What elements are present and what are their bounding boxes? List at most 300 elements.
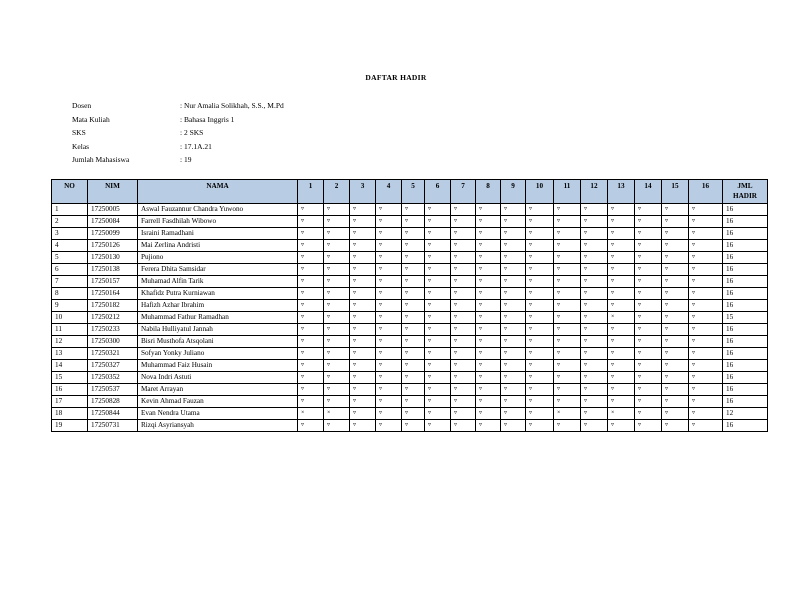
check-triangle-icon: ▿ xyxy=(529,362,533,368)
check-triangle-icon: ▿ xyxy=(529,410,533,416)
check-triangle-icon: ▿ xyxy=(611,422,615,428)
present-mark-icon xyxy=(608,204,635,216)
absent-mark-icon xyxy=(608,408,635,420)
check-triangle-icon: ▿ xyxy=(301,206,305,212)
check-triangle-icon: ▿ xyxy=(454,314,458,320)
check-triangle-icon: ▿ xyxy=(353,278,357,284)
check-triangle-icon: ▿ xyxy=(529,350,533,356)
present-mark-icon xyxy=(608,216,635,228)
cell-nama: Khafidz Putra Kurniawan xyxy=(138,288,298,300)
present-mark-icon xyxy=(425,300,451,312)
present-mark-icon xyxy=(476,276,501,288)
check-triangle-icon: ▿ xyxy=(428,242,432,248)
present-mark-icon xyxy=(608,360,635,372)
document-title: DAFTAR HADIR xyxy=(365,73,427,82)
check-triangle-icon: ▿ xyxy=(665,266,669,272)
check-triangle-icon: ▿ xyxy=(692,338,696,344)
present-mark-icon xyxy=(635,360,662,372)
present-mark-icon xyxy=(635,336,662,348)
table-row xyxy=(52,420,768,432)
check-triangle-icon: ▿ xyxy=(611,326,615,332)
present-mark-icon xyxy=(662,300,689,312)
present-mark-icon xyxy=(476,420,501,432)
cell-jml-hadir: 16 xyxy=(723,228,768,240)
check-triangle-icon: ▿ xyxy=(428,266,432,272)
cross-icon: × xyxy=(327,410,331,416)
present-mark-icon xyxy=(298,324,324,336)
check-triangle-icon: ▿ xyxy=(479,206,483,212)
present-mark-icon xyxy=(689,252,723,264)
check-triangle-icon: ▿ xyxy=(353,266,357,272)
present-mark-icon xyxy=(298,288,324,300)
present-mark-icon xyxy=(298,300,324,312)
present-mark-icon xyxy=(689,288,723,300)
present-mark-icon xyxy=(608,420,635,432)
check-triangle-icon: ▿ xyxy=(692,230,696,236)
present-mark-icon xyxy=(425,288,451,300)
present-mark-icon xyxy=(425,384,451,396)
present-mark-icon xyxy=(298,216,324,228)
check-triangle-icon: ▿ xyxy=(405,386,409,392)
cell-no: 14 xyxy=(52,360,88,372)
present-mark-icon xyxy=(526,252,554,264)
table-row xyxy=(52,276,768,288)
present-mark-icon xyxy=(689,420,723,432)
present-mark-icon xyxy=(501,324,526,336)
header-session-13: 13 xyxy=(608,180,635,204)
check-triangle-icon: ▿ xyxy=(405,410,409,416)
cell-nim: 17250164 xyxy=(88,288,138,300)
check-triangle-icon: ▿ xyxy=(353,326,357,332)
present-mark-icon xyxy=(402,384,425,396)
check-triangle-icon: ▿ xyxy=(454,362,458,368)
present-mark-icon xyxy=(425,252,451,264)
check-triangle-icon: ▿ xyxy=(379,218,383,224)
present-mark-icon xyxy=(689,216,723,228)
present-mark-icon xyxy=(425,420,451,432)
present-mark-icon xyxy=(581,276,608,288)
check-triangle-icon: ▿ xyxy=(529,206,533,212)
present-mark-icon xyxy=(451,312,476,324)
check-triangle-icon: ▿ xyxy=(557,314,561,320)
present-mark-icon xyxy=(662,360,689,372)
check-triangle-icon: ▿ xyxy=(504,290,508,296)
present-mark-icon xyxy=(298,372,324,384)
present-mark-icon xyxy=(476,372,501,384)
check-triangle-icon: ▿ xyxy=(428,230,432,236)
cell-nama: Pujiono xyxy=(138,252,298,264)
present-mark-icon xyxy=(476,288,501,300)
present-mark-icon xyxy=(526,408,554,420)
cell-nama: Nabila Hulliyatul Jannah xyxy=(138,324,298,336)
present-mark-icon xyxy=(635,276,662,288)
cell-nama: Ferera Dhita Samsidar xyxy=(138,264,298,276)
check-triangle-icon: ▿ xyxy=(405,422,409,428)
present-mark-icon xyxy=(350,348,376,360)
present-mark-icon xyxy=(635,372,662,384)
check-triangle-icon: ▿ xyxy=(638,230,642,236)
present-mark-icon xyxy=(376,228,402,240)
present-mark-icon xyxy=(476,324,501,336)
check-triangle-icon: ▿ xyxy=(584,230,588,236)
check-triangle-icon: ▿ xyxy=(327,362,331,368)
cell-jml-hadir: 16 xyxy=(723,336,768,348)
table-row xyxy=(52,324,768,336)
present-mark-icon xyxy=(662,336,689,348)
present-mark-icon xyxy=(402,252,425,264)
present-mark-icon xyxy=(476,408,501,420)
present-mark-icon xyxy=(662,384,689,396)
present-mark-icon xyxy=(689,360,723,372)
check-triangle-icon: ▿ xyxy=(327,338,331,344)
present-mark-icon xyxy=(501,384,526,396)
present-mark-icon xyxy=(350,300,376,312)
present-mark-icon xyxy=(581,240,608,252)
present-mark-icon xyxy=(635,240,662,252)
check-triangle-icon: ▿ xyxy=(353,206,357,212)
check-triangle-icon: ▿ xyxy=(405,350,409,356)
check-triangle-icon: ▿ xyxy=(692,398,696,404)
present-mark-icon xyxy=(689,300,723,312)
present-mark-icon xyxy=(662,204,689,216)
present-mark-icon xyxy=(581,324,608,336)
present-mark-icon xyxy=(635,300,662,312)
check-triangle-icon: ▿ xyxy=(327,326,331,332)
present-mark-icon xyxy=(501,288,526,300)
check-triangle-icon: ▿ xyxy=(692,278,696,284)
table-body xyxy=(52,204,768,432)
check-triangle-icon: ▿ xyxy=(665,254,669,260)
present-mark-icon xyxy=(526,396,554,408)
present-mark-icon xyxy=(350,228,376,240)
present-mark-icon xyxy=(608,240,635,252)
check-triangle-icon: ▿ xyxy=(428,314,432,320)
check-triangle-icon: ▿ xyxy=(665,338,669,344)
check-triangle-icon: ▿ xyxy=(692,422,696,428)
present-mark-icon xyxy=(298,384,324,396)
present-mark-icon xyxy=(451,396,476,408)
check-triangle-icon: ▿ xyxy=(327,206,331,212)
present-mark-icon xyxy=(402,360,425,372)
header-session-2: 2 xyxy=(324,180,350,204)
check-triangle-icon: ▿ xyxy=(557,362,561,368)
cell-nim: 17250327 xyxy=(88,360,138,372)
check-triangle-icon: ▿ xyxy=(611,242,615,248)
present-mark-icon xyxy=(376,384,402,396)
check-triangle-icon: ▿ xyxy=(301,314,305,320)
check-triangle-icon: ▿ xyxy=(529,242,533,248)
table-row xyxy=(52,300,768,312)
check-triangle-icon: ▿ xyxy=(428,410,432,416)
cross-icon: × xyxy=(611,314,615,320)
present-mark-icon xyxy=(526,360,554,372)
check-triangle-icon: ▿ xyxy=(584,410,588,416)
header-session-5: 5 xyxy=(402,180,425,204)
check-triangle-icon: ▿ xyxy=(379,278,383,284)
present-mark-icon xyxy=(581,300,608,312)
check-triangle-icon: ▿ xyxy=(405,230,409,236)
check-triangle-icon: ▿ xyxy=(529,386,533,392)
cell-jml-hadir: 16 xyxy=(723,384,768,396)
table-row xyxy=(52,288,768,300)
check-triangle-icon: ▿ xyxy=(557,254,561,260)
present-mark-icon xyxy=(476,252,501,264)
present-mark-icon xyxy=(581,252,608,264)
check-triangle-icon: ▿ xyxy=(353,374,357,380)
check-triangle-icon: ▿ xyxy=(428,350,432,356)
present-mark-icon xyxy=(425,336,451,348)
info-label: Mata Kuliah xyxy=(72,114,110,124)
check-triangle-icon: ▿ xyxy=(405,278,409,284)
check-triangle-icon: ▿ xyxy=(405,374,409,380)
info-value: : 17.1A.21 xyxy=(180,141,212,151)
check-triangle-icon: ▿ xyxy=(301,302,305,308)
present-mark-icon xyxy=(451,300,476,312)
present-mark-icon xyxy=(635,408,662,420)
check-triangle-icon: ▿ xyxy=(504,314,508,320)
cell-jml-hadir: 16 xyxy=(723,216,768,228)
table-row xyxy=(52,372,768,384)
check-triangle-icon: ▿ xyxy=(379,386,383,392)
present-mark-icon xyxy=(376,372,402,384)
check-triangle-icon: ▿ xyxy=(692,326,696,332)
check-triangle-icon: ▿ xyxy=(529,326,533,332)
present-mark-icon xyxy=(350,372,376,384)
present-mark-icon xyxy=(554,336,581,348)
check-triangle-icon: ▿ xyxy=(584,350,588,356)
present-mark-icon xyxy=(554,228,581,240)
present-mark-icon xyxy=(425,408,451,420)
present-mark-icon xyxy=(376,300,402,312)
check-triangle-icon: ▿ xyxy=(353,218,357,224)
present-mark-icon xyxy=(635,324,662,336)
cell-jml-hadir: 16 xyxy=(723,348,768,360)
check-triangle-icon: ▿ xyxy=(405,326,409,332)
cell-no: 15 xyxy=(52,372,88,384)
cell-jml-hadir: 16 xyxy=(723,204,768,216)
check-triangle-icon: ▿ xyxy=(405,218,409,224)
present-mark-icon xyxy=(402,300,425,312)
present-mark-icon xyxy=(376,240,402,252)
check-triangle-icon: ▿ xyxy=(327,218,331,224)
present-mark-icon xyxy=(324,264,350,276)
present-mark-icon xyxy=(451,288,476,300)
present-mark-icon xyxy=(451,372,476,384)
present-mark-icon xyxy=(350,204,376,216)
check-triangle-icon: ▿ xyxy=(638,326,642,332)
check-triangle-icon: ▿ xyxy=(301,326,305,332)
info-label: Kelas xyxy=(72,141,90,151)
present-mark-icon xyxy=(298,228,324,240)
check-triangle-icon: ▿ xyxy=(454,374,458,380)
present-mark-icon xyxy=(635,420,662,432)
cell-nim: 17250130 xyxy=(88,252,138,264)
check-triangle-icon: ▿ xyxy=(665,362,669,368)
check-triangle-icon: ▿ xyxy=(327,290,331,296)
check-triangle-icon: ▿ xyxy=(584,242,588,248)
check-triangle-icon: ▿ xyxy=(301,230,305,236)
present-mark-icon xyxy=(451,276,476,288)
present-mark-icon xyxy=(662,264,689,276)
check-triangle-icon: ▿ xyxy=(557,302,561,308)
check-triangle-icon: ▿ xyxy=(454,350,458,356)
check-triangle-icon: ▿ xyxy=(353,410,357,416)
header-session-10: 10 xyxy=(526,180,554,204)
check-triangle-icon: ▿ xyxy=(428,422,432,428)
present-mark-icon xyxy=(581,408,608,420)
present-mark-icon xyxy=(581,216,608,228)
check-triangle-icon: ▿ xyxy=(454,302,458,308)
present-mark-icon xyxy=(298,264,324,276)
header-session-6: 6 xyxy=(425,180,451,204)
check-triangle-icon: ▿ xyxy=(557,242,561,248)
present-mark-icon xyxy=(298,420,324,432)
present-mark-icon xyxy=(635,348,662,360)
present-mark-icon xyxy=(350,264,376,276)
check-triangle-icon: ▿ xyxy=(557,290,561,296)
check-triangle-icon: ▿ xyxy=(479,410,483,416)
course-info xyxy=(72,99,284,167)
present-mark-icon xyxy=(376,420,402,432)
check-triangle-icon: ▿ xyxy=(557,230,561,236)
check-triangle-icon: ▿ xyxy=(611,290,615,296)
present-mark-icon xyxy=(402,372,425,384)
present-mark-icon xyxy=(476,312,501,324)
present-mark-icon xyxy=(635,264,662,276)
check-triangle-icon: ▿ xyxy=(692,410,696,416)
check-triangle-icon: ▿ xyxy=(479,278,483,284)
present-mark-icon xyxy=(501,204,526,216)
present-mark-icon xyxy=(501,276,526,288)
check-triangle-icon: ▿ xyxy=(504,338,508,344)
check-triangle-icon: ▿ xyxy=(665,398,669,404)
present-mark-icon xyxy=(662,420,689,432)
present-mark-icon xyxy=(581,312,608,324)
present-mark-icon xyxy=(608,252,635,264)
check-triangle-icon: ▿ xyxy=(665,302,669,308)
present-mark-icon xyxy=(689,408,723,420)
present-mark-icon xyxy=(526,348,554,360)
present-mark-icon xyxy=(451,252,476,264)
present-mark-icon xyxy=(581,336,608,348)
present-mark-icon xyxy=(608,288,635,300)
check-triangle-icon: ▿ xyxy=(327,386,331,392)
present-mark-icon xyxy=(425,264,451,276)
present-mark-icon xyxy=(689,204,723,216)
present-mark-icon xyxy=(425,228,451,240)
present-mark-icon xyxy=(581,360,608,372)
check-triangle-icon: ▿ xyxy=(692,362,696,368)
present-mark-icon xyxy=(501,408,526,420)
present-mark-icon xyxy=(324,300,350,312)
present-mark-icon xyxy=(635,228,662,240)
cell-nim: 17250126 xyxy=(88,240,138,252)
present-mark-icon xyxy=(350,276,376,288)
check-triangle-icon: ▿ xyxy=(353,254,357,260)
info-row-kelas xyxy=(72,140,284,154)
present-mark-icon xyxy=(662,348,689,360)
check-triangle-icon: ▿ xyxy=(327,350,331,356)
present-mark-icon xyxy=(501,372,526,384)
present-mark-icon xyxy=(689,384,723,396)
check-triangle-icon: ▿ xyxy=(504,218,508,224)
check-triangle-icon: ▿ xyxy=(428,386,432,392)
check-triangle-icon: ▿ xyxy=(504,302,508,308)
cell-jml-hadir: 16 xyxy=(723,288,768,300)
check-triangle-icon: ▿ xyxy=(584,218,588,224)
check-triangle-icon: ▿ xyxy=(584,386,588,392)
present-mark-icon xyxy=(324,288,350,300)
check-triangle-icon: ▿ xyxy=(301,266,305,272)
present-mark-icon xyxy=(608,336,635,348)
present-mark-icon xyxy=(350,312,376,324)
present-mark-icon xyxy=(662,288,689,300)
absent-mark-icon xyxy=(554,408,581,420)
check-triangle-icon: ▿ xyxy=(638,362,642,368)
present-mark-icon xyxy=(476,216,501,228)
cell-nim: 17250844 xyxy=(88,408,138,420)
present-mark-icon xyxy=(476,264,501,276)
cell-nama: Mai Zerlina Andristi xyxy=(138,240,298,252)
check-triangle-icon: ▿ xyxy=(379,374,383,380)
check-triangle-icon: ▿ xyxy=(301,398,305,404)
present-mark-icon xyxy=(554,348,581,360)
present-mark-icon xyxy=(526,420,554,432)
present-mark-icon xyxy=(554,312,581,324)
check-triangle-icon: ▿ xyxy=(557,266,561,272)
check-triangle-icon: ▿ xyxy=(379,338,383,344)
check-triangle-icon: ▿ xyxy=(638,386,642,392)
check-triangle-icon: ▿ xyxy=(428,362,432,368)
check-triangle-icon: ▿ xyxy=(584,290,588,296)
present-mark-icon xyxy=(526,312,554,324)
present-mark-icon xyxy=(376,336,402,348)
info-label: SKS xyxy=(72,128,86,137)
check-triangle-icon: ▿ xyxy=(638,410,642,416)
check-triangle-icon: ▿ xyxy=(479,374,483,380)
check-triangle-icon: ▿ xyxy=(692,350,696,356)
present-mark-icon xyxy=(476,348,501,360)
present-mark-icon xyxy=(376,288,402,300)
cell-nama: Hafizh Azhar Ibrahim xyxy=(138,300,298,312)
cell-no: 17 xyxy=(52,396,88,408)
present-mark-icon xyxy=(298,276,324,288)
check-triangle-icon: ▿ xyxy=(454,254,458,260)
cell-nim: 17250731 xyxy=(88,420,138,432)
present-mark-icon xyxy=(350,324,376,336)
present-mark-icon xyxy=(501,252,526,264)
check-triangle-icon: ▿ xyxy=(611,230,615,236)
present-mark-icon xyxy=(451,336,476,348)
present-mark-icon xyxy=(526,300,554,312)
absent-mark-icon xyxy=(324,408,350,420)
present-mark-icon xyxy=(350,288,376,300)
check-triangle-icon: ▿ xyxy=(504,410,508,416)
check-triangle-icon: ▿ xyxy=(584,362,588,368)
check-triangle-icon: ▿ xyxy=(428,338,432,344)
present-mark-icon xyxy=(581,288,608,300)
check-triangle-icon: ▿ xyxy=(454,230,458,236)
check-triangle-icon: ▿ xyxy=(504,386,508,392)
check-triangle-icon: ▿ xyxy=(611,266,615,272)
check-triangle-icon: ▿ xyxy=(584,314,588,320)
check-triangle-icon: ▿ xyxy=(692,254,696,260)
cell-nama: Muhammad Fathur Ramadhan xyxy=(138,312,298,324)
header-session-9: 9 xyxy=(501,180,526,204)
cell-jml-hadir: 16 xyxy=(723,276,768,288)
check-triangle-icon: ▿ xyxy=(638,278,642,284)
cell-nim: 17250352 xyxy=(88,372,138,384)
